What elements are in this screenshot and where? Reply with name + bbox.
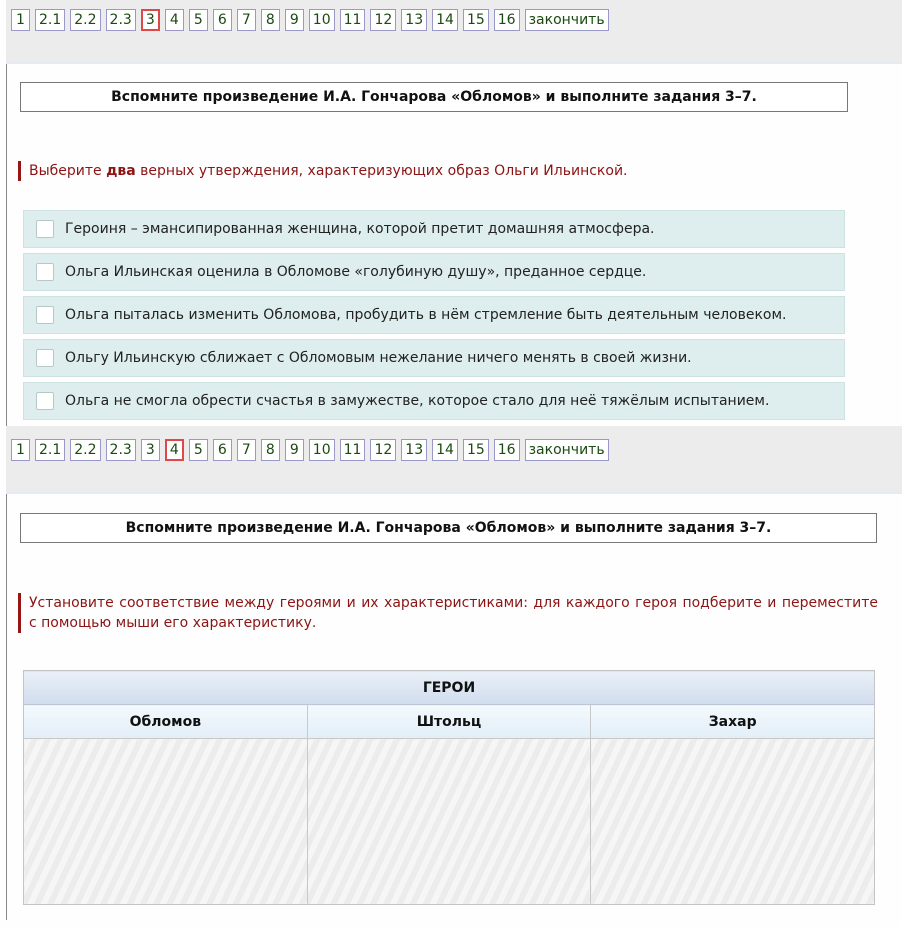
nav-task-3[interactable]: 3 — [141, 439, 160, 461]
drop-zone-zakhar[interactable] — [591, 739, 875, 905]
option-label: Ольга пыталась изменить Обломова, пробудить в нём стремление быть деятельным человеком. — [65, 307, 787, 323]
finish-button[interactable]: закончить — [525, 439, 609, 461]
nav-task-14[interactable]: 14 — [432, 439, 458, 461]
nav-task-2-2[interactable]: 2.2 — [70, 9, 100, 31]
checkbox[interactable] — [36, 392, 54, 410]
nav-task-4[interactable]: 4 — [165, 9, 184, 31]
drop-zone-oblomov[interactable] — [24, 739, 308, 905]
nav-task-2-1[interactable]: 2.1 — [35, 9, 65, 31]
task-instruction: Установите соответствие между героями и их характеристиками: для каждого героя подберите и переместите с помощью мыши его характеристику. — [18, 593, 878, 633]
section-title: Вспомните произведение И.А. Гончарова «Обломов» и выполните задания 3–7. — [20, 82, 848, 112]
answer-option-3[interactable] — [23, 296, 845, 334]
nav-task-6[interactable]: 6 — [213, 9, 232, 31]
section-title: Вспомните произведение И.А. Гончарова «Обломов» и выполните задания 3–7. — [20, 513, 877, 543]
nav-task-4[interactable]: 4 — [165, 439, 184, 461]
nav-task-5[interactable]: 5 — [189, 9, 208, 31]
table-super-header: ГЕРОИ — [24, 671, 875, 705]
task-instruction — [18, 161, 628, 181]
nav-task-16[interactable]: 16 — [494, 439, 520, 461]
nav-task-15[interactable]: 15 — [463, 439, 489, 461]
column-header-stolz: Штольц — [307, 705, 591, 739]
nav-task-1[interactable]: 1 — [11, 439, 30, 461]
option-label: Героиня – эмансипированная женщина, которой претит домашняя атмосфера. — [65, 221, 655, 237]
nav-task-10[interactable]: 10 — [309, 9, 335, 31]
nav-task-2-1[interactable]: 2.1 — [35, 439, 65, 461]
nav-task-2-3[interactable]: 2.3 — [106, 439, 136, 461]
column-header-zakhar: Захар — [591, 705, 875, 739]
nav-task-5[interactable]: 5 — [189, 439, 208, 461]
checkbox[interactable] — [36, 263, 54, 281]
left-border — [6, 420, 7, 920]
task-nav-buttons — [11, 439, 609, 461]
nav-task-13[interactable]: 13 — [401, 9, 427, 31]
nav-task-8[interactable]: 8 — [261, 439, 280, 461]
nav-task-8[interactable]: 8 — [261, 9, 280, 31]
option-label: Ольгу Ильинскую сближает с Обломовым нежелание ничего менять в своей жизни. — [65, 350, 692, 366]
nav-task-12[interactable]: 12 — [370, 9, 396, 31]
nav-task-7[interactable]: 7 — [237, 9, 256, 31]
task-nav-buttons — [11, 9, 609, 31]
nav-task-15[interactable]: 15 — [463, 9, 489, 31]
nav-task-7[interactable]: 7 — [237, 439, 256, 461]
nav-task-11[interactable]: 11 — [340, 9, 366, 31]
nav-task-9[interactable]: 9 — [285, 439, 304, 461]
answer-option-5[interactable] — [23, 382, 845, 420]
heroes-matching-table — [23, 670, 875, 905]
nav-task-14[interactable]: 14 — [432, 9, 458, 31]
nav-task-6[interactable]: 6 — [213, 439, 232, 461]
instruction-emphasis: два — [106, 163, 136, 179]
instruction-text: Выберите — [29, 163, 107, 179]
nav-task-2-3[interactable]: 2.3 — [106, 9, 136, 31]
finish-button[interactable]: закончить — [525, 9, 609, 31]
nav-task-12[interactable]: 12 — [370, 439, 396, 461]
task-navbar — [6, 0, 902, 64]
checkbox[interactable] — [36, 349, 54, 367]
nav-task-11[interactable]: 11 — [340, 439, 366, 461]
answer-options — [23, 210, 845, 425]
checkbox[interactable] — [36, 306, 54, 324]
answer-option-2[interactable] — [23, 253, 845, 291]
nav-task-1[interactable]: 1 — [11, 9, 30, 31]
instruction-text: верных утверждения, характеризующих образ Ольги Ильинской. — [135, 163, 628, 179]
task-4-panel — [0, 420, 902, 927]
nav-task-2-2[interactable]: 2.2 — [70, 439, 100, 461]
option-label: Ольга не смогла обрести счастья в замужестве, которое стало для неё тяжёлым испытанием. — [65, 393, 770, 409]
answer-option-1[interactable] — [23, 210, 845, 248]
nav-task-10[interactable]: 10 — [309, 439, 335, 461]
nav-task-13[interactable]: 13 — [401, 439, 427, 461]
nav-task-16[interactable]: 16 — [494, 9, 520, 31]
checkbox[interactable] — [36, 220, 54, 238]
answer-option-4[interactable] — [23, 339, 845, 377]
task-navbar — [6, 426, 902, 494]
drop-zone-stolz[interactable] — [307, 739, 591, 905]
column-header-oblomov: Обломов — [24, 705, 308, 739]
nav-task-9[interactable]: 9 — [285, 9, 304, 31]
nav-task-3[interactable]: 3 — [141, 9, 160, 31]
option-label: Ольга Ильинская оценила в Обломове «голубиную душу», преданное сердце. — [65, 264, 647, 280]
task-3-panel — [0, 0, 902, 420]
